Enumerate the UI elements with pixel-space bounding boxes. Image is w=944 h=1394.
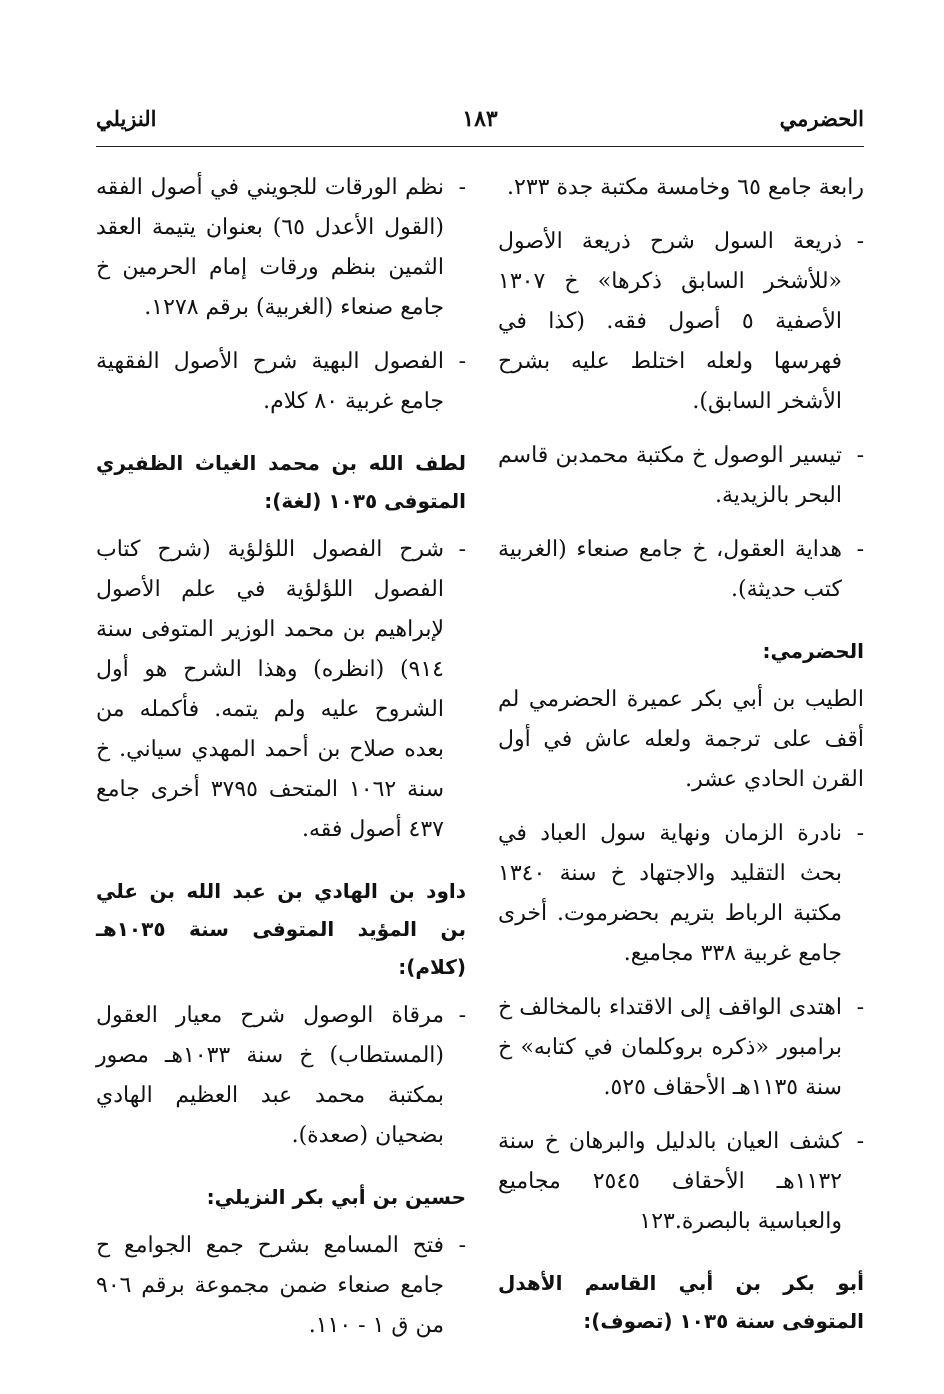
list-item: - نادرة الزمان ونهاية سول العباد في بحث التقليد والاجتهاد خ سنة ١٣٤٠ مكتبة الرباط بتريم بحضرموت. أخرى جامع غربية ٣٣٨ مجاميع. xyxy=(498,821,864,966)
header-rule xyxy=(96,146,864,147)
author-biography: الطيب بن أبي بكر عميرة الحضرمي لم أقف على ترجمة ولعله عاش في أول القرن الحادي عشر. xyxy=(498,687,864,792)
list-item: - ذريعة السول شرح ذريعة الأصول «للأشخر السابق ذكرها» خ ١٣٠٧ الأصفية ٥ أصول فقه. (كذا في فهرسها ولعله اختلط عليه بشرح الأشخر السابق). xyxy=(498,229,864,414)
header-running-title: النزيلي xyxy=(96,106,157,131)
header-section-title: الحضرمي xyxy=(779,106,864,131)
page-number: ١٨٣ xyxy=(462,106,498,132)
author-heading: أبو بكر بن أبي القاسم الأهدل المتوفى سنة ١٠٣٥ (تصوف): xyxy=(498,1271,864,1333)
author-heading: حسين بن أبي بكر النزيلي: xyxy=(206,1185,466,1209)
list-item: - مرقاة الوصول شرح معيار العقول (المستطاب) خ سنة ١٠٣٣هـ مصور بمكتبة محمد عبد العظيم الهادي بضحيان (صعدة). xyxy=(96,1003,466,1148)
left-column xyxy=(96,168,466,1360)
list-item: - اهتدى الواقف إلى الاقتداء بالمخالف خ برامبور «ذكره بروكلمان في كتابه» خ سنة ١١٣٥هـ الأحقاف ٥٢٥. xyxy=(498,995,864,1100)
list-item: - شرح الفصول اللؤلؤية (شرح كتاب الفصول اللؤلؤية في علم الأصول لإبراهيم بن محمد الوزير المتوفى سنة ٩١٤) (انظره) وهذا الشرح هو أول الشروح عليه ولم يتمه. فأكمله من بعده صلاح بن أحمد المهدي سياني. خ سنة ١٠٦٢ المتحف ٣٧٩٥ أخرى جامع ٤٣٧ أصول فقه. xyxy=(96,537,466,842)
list-item: - تيسير الوصول خ مكتبة محمدبن قاسم البحر بالزيدية. xyxy=(498,443,864,508)
author-heading: لطف الله بن محمد الغياث الظفيري المتوفى ١٠٣٥ (لغة): xyxy=(96,451,466,513)
list-item: - فتح المسامع بشرح جمع الجوامع ح جامع صنعاء ضمن مجموعة برقم ٩٠٦ من ق ١ - ١١٠. xyxy=(96,1233,466,1338)
author-heading: الحضرمي: xyxy=(762,639,864,663)
page-header xyxy=(96,106,864,146)
list-item: - نظم الورقات للجويني في أصول الفقه (القول الأعدل ٦٥) بعنوان يتيمة العقد الثمين بنظم ورقات إمام الحرمين خ جامع صنعاء (الغربية) برقم ١٢٧٨. xyxy=(96,175,466,320)
right-column xyxy=(498,168,864,1350)
continuation-text: رابعة جامع ٦٥ وخامسة مكتبة جدة ٢٣٣. xyxy=(507,175,864,200)
list-item: - الفصول البهية شرح الأصول الفقهية جامع غربية ٨٠ كلام. xyxy=(96,349,466,414)
author-heading: داود بن الهادي بن عبد الله بن علي بن المؤيد المتوفى سنة ١٠٣٥هـ (كلام): xyxy=(96,879,466,979)
list-item: - هداية العقول، خ جامع صنعاء (الغربية كتب حديثة). xyxy=(498,537,864,602)
list-item: - كشف العيان بالدليل والبرهان خ سنة ١١٣٢هـ الأحقاف ٢٥٤٥ مجاميع والعباسية بالبصرة.١٢٣ xyxy=(498,1129,864,1234)
